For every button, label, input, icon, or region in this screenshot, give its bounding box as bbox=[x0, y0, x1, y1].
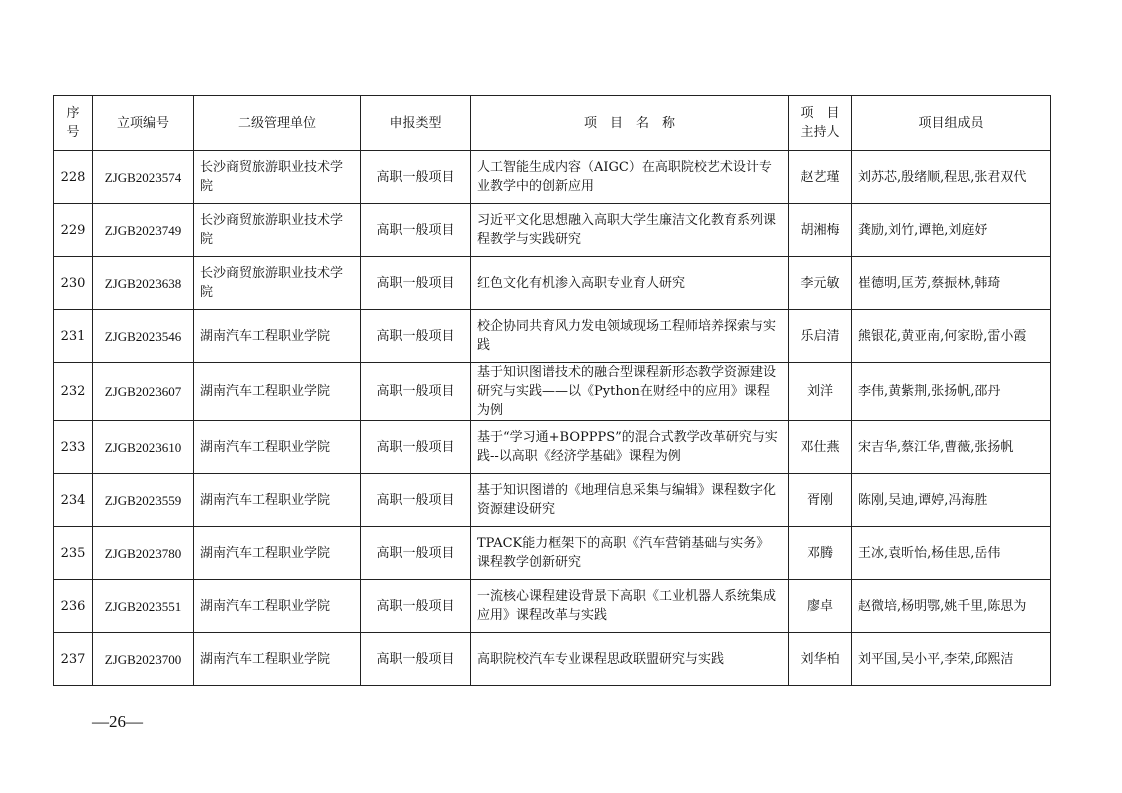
cell-seq: 236 bbox=[54, 580, 93, 633]
cell-code: ZJGB2023607 bbox=[93, 363, 194, 421]
cell-code: ZJGB2023610 bbox=[93, 421, 194, 474]
header-code: 立项编号 bbox=[93, 96, 194, 151]
cell-seq: 237 bbox=[54, 633, 93, 686]
cell-name: 红色文化有机渗入高职专业育人研究 bbox=[471, 257, 789, 310]
cell-host: 赵艺瑾 bbox=[789, 151, 852, 204]
header-host-line2: 主持人 bbox=[800, 125, 840, 140]
page-number: —26— bbox=[92, 712, 143, 731]
table-row bbox=[54, 474, 1051, 527]
cell-name: 一流核心课程建设背景下高职《工业机器人系统集成应用》课程改革与实践 bbox=[471, 580, 789, 633]
header-seq-line2: 号 bbox=[66, 125, 80, 140]
cell-seq: 232 bbox=[54, 363, 93, 421]
table-row bbox=[54, 204, 1051, 257]
cell-unit: 湖南汽车工程职业学院 bbox=[194, 580, 361, 633]
cell-host: 廖卓 bbox=[789, 580, 852, 633]
cell-type: 高职一般项目 bbox=[361, 421, 471, 474]
cell-seq: 234 bbox=[54, 474, 93, 527]
table-row bbox=[54, 151, 1051, 204]
cell-unit: 湖南汽车工程职业学院 bbox=[194, 527, 361, 580]
cell-name: 基于知识图谱的《地理信息采集与编辑》课程数字化资源建设研究 bbox=[471, 474, 789, 527]
table-row bbox=[54, 257, 1051, 310]
cell-members: 宋吉华,蔡江华,曹薇,张扬帆 bbox=[852, 421, 1051, 474]
cell-type: 高职一般项目 bbox=[361, 151, 471, 204]
cell-members: 刘苏芯,殷绪顺,程思,张君双代 bbox=[852, 151, 1051, 204]
cell-host: 乐启清 bbox=[789, 310, 852, 363]
cell-unit: 湖南汽车工程职业学院 bbox=[194, 633, 361, 686]
header-seq bbox=[54, 96, 93, 151]
cell-unit: 长沙商贸旅游职业技术学院 bbox=[194, 204, 361, 257]
table-row bbox=[54, 633, 1051, 686]
header-host bbox=[789, 96, 852, 151]
cell-unit: 长沙商贸旅游职业技术学院 bbox=[194, 257, 361, 310]
cell-members: 王冰,袁昕怡,杨佳思,岳伟 bbox=[852, 527, 1051, 580]
header-host-line1: 项 目 bbox=[800, 106, 840, 121]
table-row bbox=[54, 527, 1051, 580]
header-seq-line1: 序 bbox=[66, 106, 80, 121]
table-row bbox=[54, 310, 1051, 363]
cell-unit: 长沙商贸旅游职业技术学院 bbox=[194, 151, 361, 204]
cell-unit: 湖南汽车工程职业学院 bbox=[194, 310, 361, 363]
cell-code: ZJGB2023749 bbox=[93, 204, 194, 257]
cell-members: 李伟,黄紫荆,张扬帆,邵丹 bbox=[852, 363, 1051, 421]
cell-host: 邓腾 bbox=[789, 527, 852, 580]
cell-name: 人工智能生成内容（AIGC）在高职院校艺术设计专业教学中的创新应用 bbox=[471, 151, 789, 204]
cell-name: 习近平文化思想融入高职大学生廉洁文化教育系列课程教学与实践研究 bbox=[471, 204, 789, 257]
cell-host: 胡湘梅 bbox=[789, 204, 852, 257]
cell-type: 高职一般项目 bbox=[361, 474, 471, 527]
cell-type: 高职一般项目 bbox=[361, 204, 471, 257]
header-unit: 二级管理单位 bbox=[194, 96, 361, 151]
cell-seq: 231 bbox=[54, 310, 93, 363]
cell-unit: 湖南汽车工程职业学院 bbox=[194, 421, 361, 474]
header-name: 项 目 名 称 bbox=[471, 96, 789, 151]
header-members: 项目组成员 bbox=[852, 96, 1051, 151]
cell-unit: 湖南汽车工程职业学院 bbox=[194, 363, 361, 421]
cell-code: ZJGB2023638 bbox=[93, 257, 194, 310]
cell-members: 熊银花,黄亚南,何家盼,雷小霞 bbox=[852, 310, 1051, 363]
cell-type: 高职一般项目 bbox=[361, 257, 471, 310]
cell-type: 高职一般项目 bbox=[361, 580, 471, 633]
cell-seq: 230 bbox=[54, 257, 93, 310]
table-row bbox=[54, 580, 1051, 633]
cell-code: ZJGB2023559 bbox=[93, 474, 194, 527]
cell-name: 高职院校汽车专业课程思政联盟研究与实践 bbox=[471, 633, 789, 686]
cell-name: TPACK能力框架下的高职《汽车营销基础与实务》课程教学创新研究 bbox=[471, 527, 789, 580]
table-row bbox=[54, 363, 1051, 421]
cell-type: 高职一般项目 bbox=[361, 363, 471, 421]
cell-type: 高职一般项目 bbox=[361, 633, 471, 686]
cell-name: 基于知识图谱技术的融合型课程新形态教学资源建设研究与实践——以《Python在财经中的应用》课程为例 bbox=[471, 363, 789, 421]
header-row bbox=[54, 96, 1051, 151]
cell-type: 高职一般项目 bbox=[361, 310, 471, 363]
project-table bbox=[53, 95, 1051, 686]
cell-unit: 湖南汽车工程职业学院 bbox=[194, 474, 361, 527]
cell-members: 崔德明,匡芳,蔡振林,韩琦 bbox=[852, 257, 1051, 310]
cell-seq: 233 bbox=[54, 421, 93, 474]
cell-code: ZJGB2023780 bbox=[93, 527, 194, 580]
cell-code: ZJGB2023546 bbox=[93, 310, 194, 363]
table-row bbox=[54, 421, 1051, 474]
header-type: 申报类型 bbox=[361, 96, 471, 151]
cell-name: 基于“学习通+BOPPPS”的混合式教学改革研究与实践--以高职《经济学基础》课程为例 bbox=[471, 421, 789, 474]
cell-code: ZJGB2023574 bbox=[93, 151, 194, 204]
cell-host: 李元敏 bbox=[789, 257, 852, 310]
cell-seq: 235 bbox=[54, 527, 93, 580]
cell-type: 高职一般项目 bbox=[361, 527, 471, 580]
cell-name: 校企协同共育风力发电领域现场工程师培养探索与实践 bbox=[471, 310, 789, 363]
cell-host: 刘华柏 bbox=[789, 633, 852, 686]
cell-code: ZJGB2023700 bbox=[93, 633, 194, 686]
cell-seq: 229 bbox=[54, 204, 93, 257]
cell-seq: 228 bbox=[54, 151, 93, 204]
cell-members: 刘平国,吴小平,李荣,邱熙洁 bbox=[852, 633, 1051, 686]
cell-host: 邓仕燕 bbox=[789, 421, 852, 474]
cell-members: 陈刚,吴迪,谭婷,冯海胜 bbox=[852, 474, 1051, 527]
cell-host: 胥刚 bbox=[789, 474, 852, 527]
cell-host: 刘洋 bbox=[789, 363, 852, 421]
cell-code: ZJGB2023551 bbox=[93, 580, 194, 633]
cell-members: 赵微培,杨明鄂,姚千里,陈思为 bbox=[852, 580, 1051, 633]
cell-members: 龚励,刘竹,谭艳,刘庭妤 bbox=[852, 204, 1051, 257]
